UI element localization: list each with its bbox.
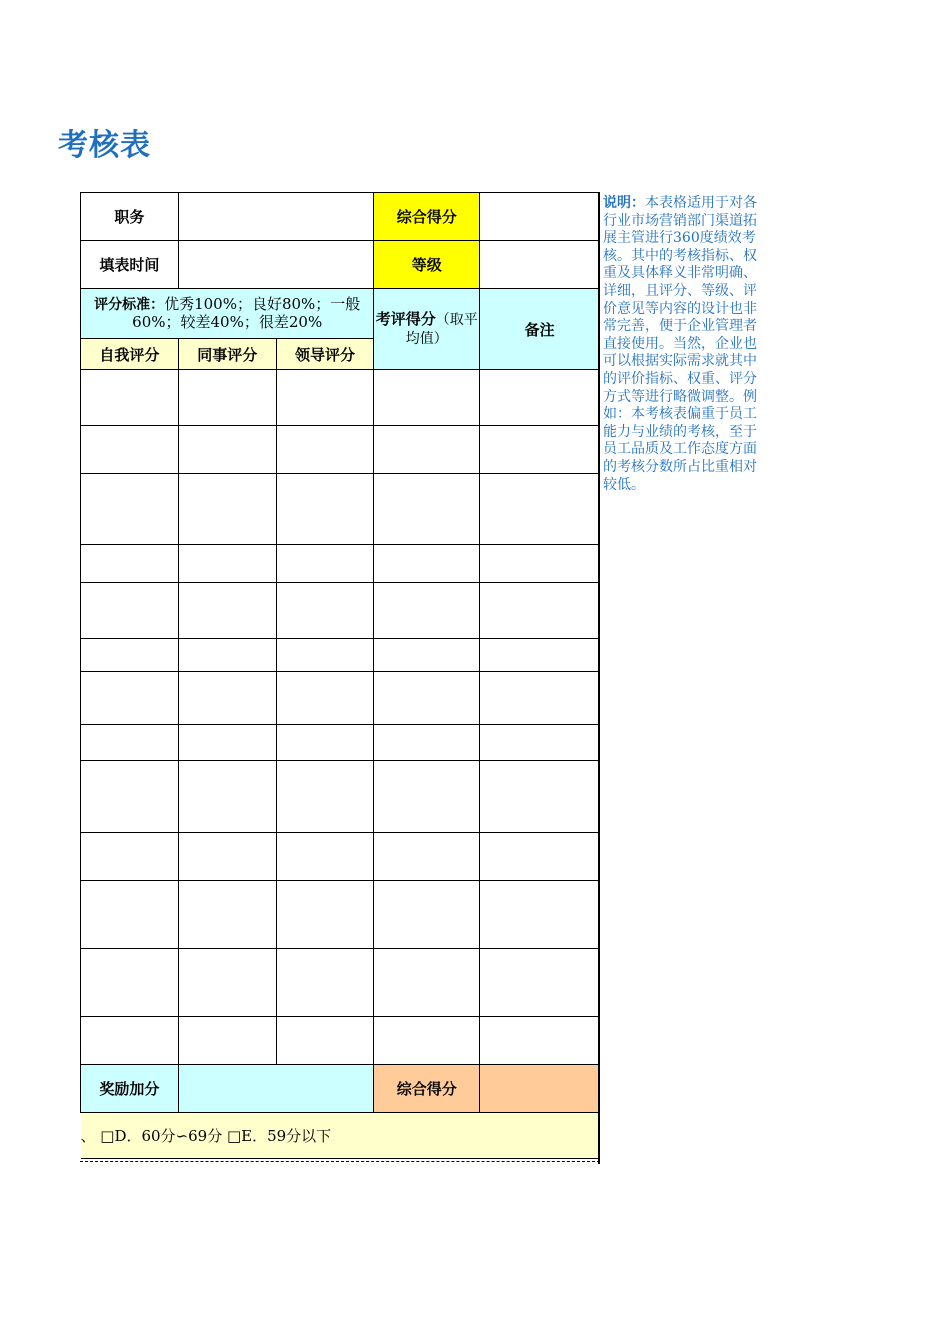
position-value-cell[interactable]	[178, 193, 374, 241]
score-row	[81, 672, 600, 725]
table-right-border	[598, 192, 600, 1164]
peer-score-cell[interactable]	[178, 881, 276, 949]
fill-time-value-cell[interactable]	[178, 241, 374, 289]
peer-score-cell[interactable]	[178, 672, 276, 725]
self-score-cell[interactable]	[81, 725, 179, 761]
scoring-standard-cell	[81, 289, 374, 339]
leader-score-cell[interactable]	[276, 1017, 374, 1065]
peer-score-cell[interactable]	[178, 370, 276, 426]
eval-score-cell[interactable]	[374, 881, 480, 949]
eval-score-cell[interactable]	[374, 949, 480, 1017]
grade-label: 等级	[374, 241, 480, 289]
title-area	[58, 110, 280, 163]
leader-score-cell[interactable]	[276, 833, 374, 881]
self-score-cell[interactable]	[81, 761, 179, 833]
eval-score-sub: （取平均值）	[405, 312, 478, 347]
score-row	[81, 833, 600, 881]
score-row	[81, 474, 600, 545]
eval-score-cell[interactable]	[374, 426, 480, 474]
explanation-note	[603, 195, 763, 494]
score-row	[81, 426, 600, 474]
eval-score-cell[interactable]	[374, 545, 480, 583]
self-score-cell[interactable]	[81, 833, 179, 881]
peer-score-cell[interactable]	[178, 761, 276, 833]
remarks-cell[interactable]	[480, 583, 600, 639]
score-row	[81, 545, 600, 583]
remarks-cell[interactable]	[480, 1017, 600, 1065]
peer-score-cell[interactable]	[178, 1017, 276, 1065]
peer-score-cell[interactable]	[178, 474, 276, 545]
remarks-cell[interactable]	[480, 545, 600, 583]
score-row	[81, 881, 600, 949]
overall-score-value-cell[interactable]	[480, 193, 600, 241]
scoring-standard-label: 评分标准：	[94, 297, 165, 313]
leader-score-cell[interactable]	[276, 583, 374, 639]
position-label: 职务	[81, 193, 179, 241]
eval-score-cell[interactable]	[374, 761, 480, 833]
final-overall-score-label: 综合得分	[374, 1065, 480, 1113]
peer-score-cell[interactable]	[178, 949, 276, 1017]
evaluation-table	[80, 192, 600, 1159]
self-score-cell[interactable]	[81, 545, 179, 583]
eval-score-cell[interactable]	[374, 370, 480, 426]
peer-score-cell[interactable]	[178, 583, 276, 639]
eval-score-cell[interactable]	[374, 583, 480, 639]
eval-score-cell[interactable]	[374, 725, 480, 761]
eval-score-label: 考评得分	[375, 310, 436, 328]
self-score-cell[interactable]	[81, 881, 179, 949]
bonus-value-cell[interactable]	[178, 1065, 374, 1113]
leader-score-cell[interactable]	[276, 949, 374, 1017]
remarks-cell[interactable]	[480, 725, 600, 761]
note-text: 本表格适用于对各行业市场营销部门渠道拓展主管进行360度绩效考核。其中的考核指标、权重及具体释义非常明确、详细，且评分、等级、评价意见等内容的设计也非常完善，便于企业管理者直接使用。当然，企业也可以根据实际需求就其中的评价指标、权重、评分方式等进行略微调整。例如：本考核表偏重于员工能力与业绩的考核，至于员工品质及工作态度方面的考核分数所占比重相对较低。	[603, 195, 757, 493]
leader-score-cell[interactable]	[276, 474, 374, 545]
overall-score-label: 综合得分	[374, 193, 480, 241]
eval-score-cell[interactable]	[374, 474, 480, 545]
peer-score-cell[interactable]	[178, 639, 276, 672]
self-score-cell[interactable]	[81, 370, 179, 426]
score-row	[81, 949, 600, 1017]
eval-score-cell[interactable]	[374, 672, 480, 725]
self-score-header: 自我评分	[81, 339, 179, 370]
self-score-cell[interactable]	[81, 583, 179, 639]
fill-time-label: 填表时间	[81, 241, 179, 289]
peer-score-cell[interactable]	[178, 426, 276, 474]
grade-value-cell[interactable]	[480, 241, 600, 289]
leader-score-cell[interactable]	[276, 725, 374, 761]
score-row	[81, 639, 600, 672]
score-row	[81, 761, 600, 833]
leader-score-cell[interactable]	[276, 370, 374, 426]
remarks-cell[interactable]	[480, 672, 600, 725]
self-score-cell[interactable]	[81, 474, 179, 545]
evaluation-sheet	[80, 192, 600, 1164]
remarks-cell[interactable]	[480, 474, 600, 545]
dashed-bottom-border	[80, 1161, 600, 1162]
peer-score-header: 同事评分	[178, 339, 276, 370]
bonus-label: 奖励加分	[81, 1065, 179, 1113]
score-rows	[81, 370, 600, 1065]
self-score-cell[interactable]	[81, 949, 179, 1017]
leader-score-cell[interactable]	[276, 545, 374, 583]
peer-score-cell[interactable]	[178, 545, 276, 583]
leader-score-cell[interactable]	[276, 426, 374, 474]
peer-score-cell[interactable]	[178, 725, 276, 761]
leader-score-cell[interactable]	[276, 761, 374, 833]
self-score-cell[interactable]	[81, 1017, 179, 1065]
peer-score-cell[interactable]	[178, 833, 276, 881]
leader-score-cell[interactable]	[276, 639, 374, 672]
score-row	[81, 583, 600, 639]
remarks-header: 备注	[480, 289, 600, 370]
eval-score-cell[interactable]	[374, 833, 480, 881]
leader-score-cell[interactable]	[276, 672, 374, 725]
remarks-cell[interactable]	[480, 426, 600, 474]
eval-score-cell[interactable]	[374, 639, 480, 672]
self-score-cell[interactable]	[81, 672, 179, 725]
scoring-standard-text: 优秀100%；良好80%；一般60%；较差40%；很差20%	[132, 295, 361, 331]
score-row	[81, 370, 600, 426]
eval-score-cell[interactable]	[374, 1017, 480, 1065]
remarks-cell[interactable]	[480, 639, 600, 672]
final-overall-score-value-cell[interactable]	[480, 1065, 600, 1113]
score-row	[81, 1017, 600, 1065]
remarks-cell[interactable]	[480, 833, 600, 881]
leader-score-cell[interactable]	[276, 881, 374, 949]
leader-score-header: 领导评分	[276, 339, 374, 370]
grade-options-text: 、 □D．60分∽69分 □E．59分以下	[81, 1113, 600, 1159]
remarks-cell[interactable]	[480, 370, 600, 426]
remarks-cell[interactable]	[480, 761, 600, 833]
remarks-cell[interactable]	[480, 881, 600, 949]
note-label: 说明：	[603, 195, 645, 211]
eval-score-header	[374, 289, 480, 370]
page-title: 考核表	[58, 128, 151, 163]
score-row	[81, 725, 600, 761]
self-score-cell[interactable]	[81, 426, 179, 474]
remarks-cell[interactable]	[480, 949, 600, 1017]
self-score-cell[interactable]	[81, 639, 179, 672]
